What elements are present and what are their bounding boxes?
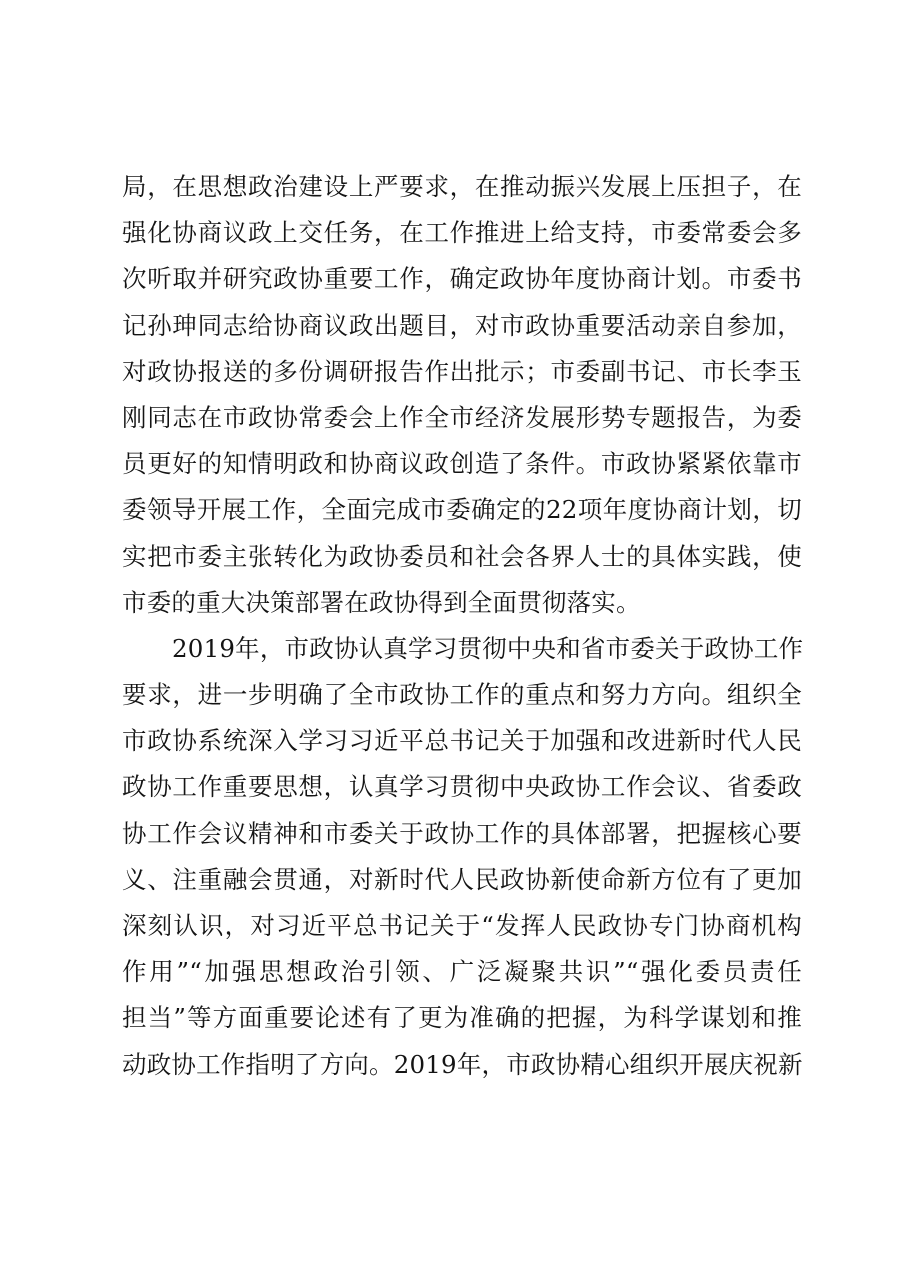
text-line: 记孙珅同志给协商议政出题目，对市政协重要活动亲自参加， [122,310,802,340]
text-line: 市政协系统深入学习习近平总书记关于加强和改进新时代人民 [122,726,802,756]
paragraph-1 [122,164,802,626]
text-line: 实把市委主张转化为政协委员和社会各界人士的具体实践，使 [122,541,802,571]
text-line: 强化协商议政上交任务，在工作推进上给支持，市委常委会多 [122,218,802,248]
text-line: 委领导开展工作，全面完成市委确定的22项年度协商计划，切 [122,495,802,525]
text-line: 担当”等方面重要论述有了更为准确的把握，为科学谋划和推 [122,1003,802,1033]
text-line: 政协工作重要思想，认真学习贯彻中央政协工作会议、省委政 [122,772,802,802]
text-line: 动政协工作指明了方向。2019年，市政协精心组织开展庆祝新 [122,1049,803,1079]
paragraph-2 [122,626,802,1088]
text-line: 刚同志在市政协常委会上作全市经济发展形势专题报告，为委 [122,402,802,432]
text-line: 2019年，市政协认真学习贯彻中央和省市委关于政协工作 [172,633,804,663]
text-line: 深刻认识，对习近平总书记关于“发挥人民政协专门协商机构 [122,911,802,940]
text-line: 作用”“加强思想政治引领、广泛凝聚共识”“强化委员责任 [122,957,802,987]
text-line: 员更好的知情明政和协商议政创造了条件。市政协紧紧依靠市 [122,449,802,479]
text-line: 次听取并研究政协重要工作，确定政协年度协商计划。市委书 [122,264,802,294]
body-text [122,164,802,1088]
text-line: 市委的重大决策部署在政协得到全面贯彻落实。 [122,587,641,617]
text-line: 局，在思想政治建设上严要求，在推动振兴发展上压担子，在 [122,172,802,201]
text-line: 义、注重融会贯通，对新时代人民政协新使命新方位有了更加 [122,864,802,894]
text-line: 要求，进一步明确了全市政协工作的重点和努力方向。组织全 [122,680,802,710]
text-line: 协工作会议精神和市委关于政协工作的具体部署，把握核心要 [122,818,802,848]
text-line: 对政协报送的多份调研报告作出批示；市委副书记、市长李玉 [122,356,802,386]
